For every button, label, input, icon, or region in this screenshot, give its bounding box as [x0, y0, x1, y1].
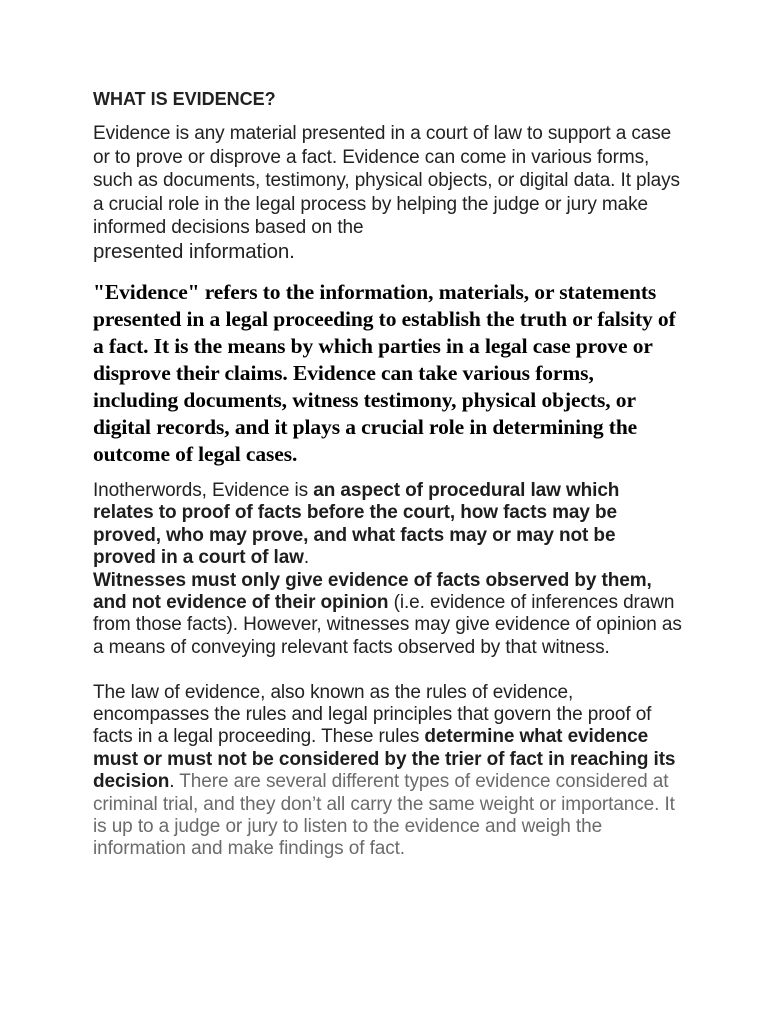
document-page	[93, 88, 683, 861]
paragraph-law-of-evidence	[93, 682, 683, 861]
paragraph-bold-definition: "Evidence" refers to the information, materials, or statements presented in a legal proceeding to establish the truth or falsity of a fact. It is the means by which parties in a legal case prove or disprove their claims. Evidence can take various forms, including documents, witness testimony, physical objects, or digital records, and it plays a crucial role in determining the outcome of legal cases.	[93, 280, 676, 466]
law-of-evidence-period: .	[169, 771, 175, 793]
procedural-period: .	[303, 547, 310, 569]
witness-rest-text: (i.e. evidence of inferences drawn from those facts). However, witnesses may give evidence of opinion as a means of conveying relevant facts observed by that witness.	[93, 592, 682, 658]
paragraph-definition-tail: presented information.	[93, 239, 295, 263]
law-of-evidence-grey-text: There are several different types of evidence considered at criminal trial, and they don’t all carry the same weight or importance. It is up to a judge or jury to listen to the evidence and weigh the information and make findings of fact.	[93, 771, 675, 860]
witness-bold-text: Witnesses must only give evidence of facts observed by them, and not evidence of their opinion	[93, 569, 652, 614]
procedural-bold-text: an aspect of procedural law which relates to proof of facts before the court, how facts may be proved, who may prove, and what facts may or may not be proved in a court of law	[93, 480, 620, 569]
law-of-evidence-text: The law of evidence, also known as the rules of evidence, encompasses the rules and legal principles that govern the proof of facts in a legal proceeding. These rules	[93, 681, 652, 748]
paragraph-procedural-law	[93, 480, 683, 659]
page-title: WHAT IS EVIDENCE?	[93, 89, 276, 109]
law-of-evidence-bold: determine what evidence must or must not be considered by the trier of fact in reaching its decision	[93, 726, 676, 793]
paragraph-definition-text: Evidence is any material presented in a court of law to support a case or to prove or disprove a fact. Evidence can come in various forms, such as documents, testimony, physical objects, or digital data. It plays a crucial role in the legal process by helping the judge or jury make informed decisions based on the	[93, 123, 680, 238]
paragraph-definition	[93, 122, 683, 264]
procedural-intro: Inotherwords, Evidence is	[93, 480, 314, 501]
